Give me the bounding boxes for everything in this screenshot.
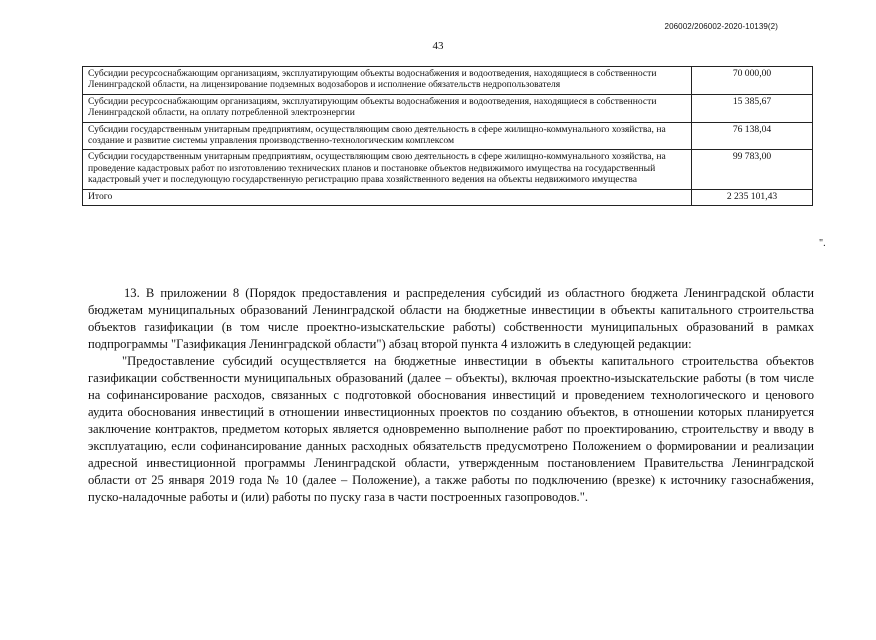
row-description: Субсидии ресурсоснабжающим организациям, эксплуатирующим объекты водоснабжения и водоотведения, находящиеся в собственности Ленинградской области, на оплату потребленной электроэнергии <box>83 94 692 122</box>
total-row <box>83 189 813 205</box>
quoted-paragraph: "Предоставление субсидий осуществляется на бюджетные инвестиции в объекты капитального строительства объектов газификации собственности муниципальных образований (далее – объекты), включая проектно-изыскательские работы (в том числе на софинансирование расходов, связанных с подготовкой обоснования инвестиций и проведением технологического и ценового аудита обоснования инвестиций в отношении инвестиционных проектов по созданию объектов, в отношении которых планируется заключение контрактов, предметом которых является одновременно выполнение работ по проектированию, строительству и вводу в эксплуатацию, если софинансирование данных расходных обязательств предусмотрено Положением о формировании и реализации адресной инвестиционной программы Ленинградской области, утвержденным постановлением Правительства Ленинградской области от 25 января 2019 года № 10 (далее – Положение), а также работы по подключению (врезке) к источнику газоснабжения, пуско-наладочные работы и (или) работы по пуску газа в части построенных газопроводов.". <box>88 354 814 504</box>
row-description: Субсидии ресурсоснабжающим организациям, эксплуатирующим объекты водоснабжения и водоотведения, находящиеся в собственности Ленинградской области, на лицензирование подземных водозаборов и исполнение обязательств недропользователя <box>83 67 692 95</box>
table-closing-quote: ". <box>819 238 826 249</box>
row-amount: 76 138,04 <box>692 122 813 150</box>
paragraph-13: 13. В приложении 8 (Порядок предоставления и распределения субсидий из областного бюджета Ленинградской области бюджетам муниципальных образований Ленинградской области на бюджетные инвестиции в объекты капитального строительства объектов газификации (в том числе проектно-изыскательские работы) собственности муниципальных образований в рамках подпрограммы "Газификация Ленинградской области") абзац второй пункта 4 изложить в следующей редакции: <box>88 286 814 351</box>
total-amount: 2 235 101,43 <box>692 189 813 205</box>
table-row <box>83 150 813 189</box>
table-row <box>83 94 813 122</box>
document-id: 206002/206002-2020-10139(2) <box>664 22 778 31</box>
page-number: 43 <box>432 40 444 52</box>
row-description: Субсидии государственным унитарным предприятиям, осуществляющим свою деятельность в сфере жилищно-коммунального хозяйства, на создание и развитие системы управления производственно-технологическим комплексом <box>83 122 692 150</box>
body-text <box>88 285 814 506</box>
total-label: Итого <box>83 189 692 205</box>
subsidy-table <box>82 66 813 206</box>
table-row <box>83 67 813 95</box>
row-description: Субсидии государственным унитарным предприятиям, осуществляющим свою деятельность в сфере жилищно-коммунального хозяйства, на проведение кадастровых работ по изготовлению технических планов и постановке объектов недвижимого имущества на государственный кадастровый учет и последующую государственную регистрацию права хозяйственного ведения на объекты недвижимого имущества <box>83 150 692 189</box>
table-row <box>83 122 813 150</box>
row-amount: 99 783,00 <box>692 150 813 189</box>
row-amount: 70 000,00 <box>692 67 813 95</box>
row-amount: 15 385,67 <box>692 94 813 122</box>
